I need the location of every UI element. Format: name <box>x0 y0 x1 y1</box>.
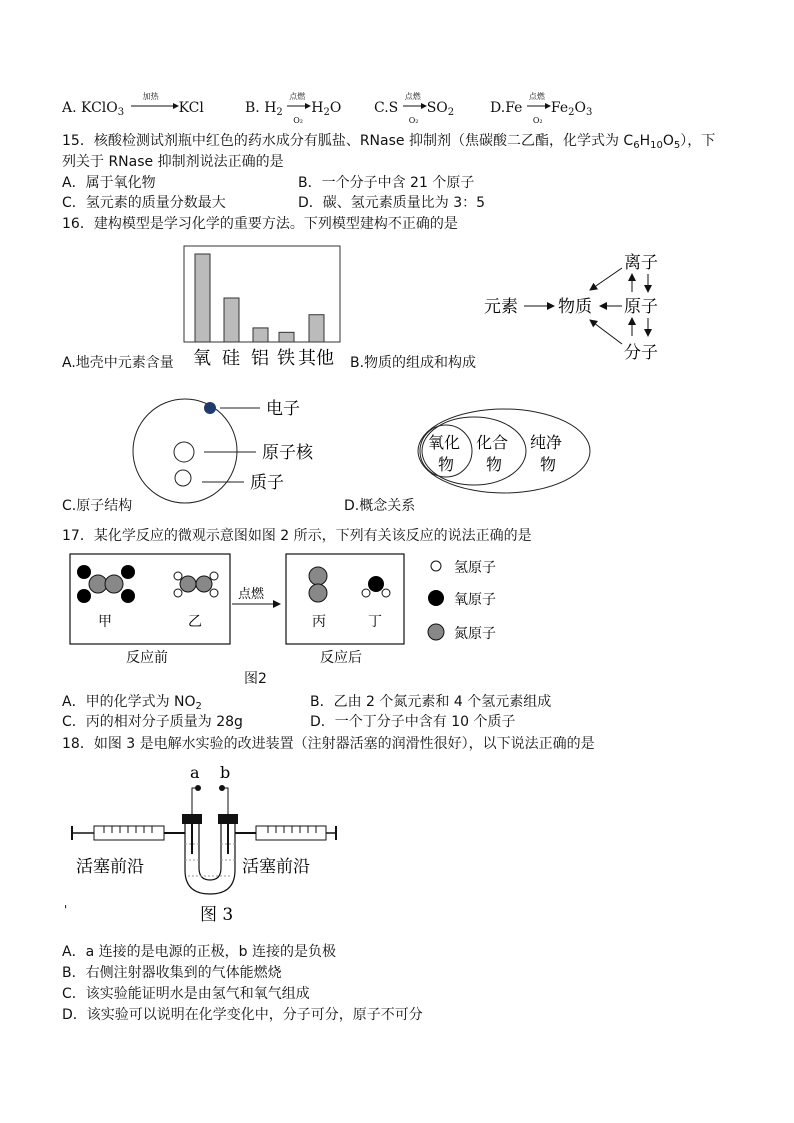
reaction-micro-diagram <box>66 550 516 672</box>
bar-1 <box>224 298 239 342</box>
svg-text:物: 物 <box>540 455 557 474</box>
q14-option-d: D.Fe 点燃 O₂ $Fe_2O_3$ <box>490 92 593 125</box>
svg-text:甲: 甲 <box>98 614 112 630</box>
svg-text:丙: 丙 <box>312 614 326 630</box>
label-substance: 物质 <box>558 297 592 317</box>
q16-stem: 16．建构模型是学习化学的重要方法。下列模型建构不正确的是 <box>62 216 458 232</box>
q17-stem: 17．某化学反应的微观示意图如图 2 所示，下列有关该反应的说法正确的是 <box>62 528 532 544</box>
q15-option-b: B．一个分子中含 21 个原子 <box>298 175 475 191</box>
label-atom: 原子 <box>624 297 658 317</box>
svg-text:a: a <box>190 763 200 782</box>
svg-text:反应后: 反应后 <box>320 650 362 666</box>
svg-text:点燃: 点燃 <box>238 587 265 602</box>
electron-dot <box>204 402 216 414</box>
svg-text:': ' <box>64 903 68 917</box>
q17-option-a: A．甲的化学式为 $NO_2$ <box>62 694 202 712</box>
label-molecule: 分子 <box>624 343 658 363</box>
svg-text:化合: 化合 <box>476 433 509 452</box>
q15-option-d: D．碳、氢元素质量比为 3：5 <box>298 195 486 211</box>
svg-text:反应前: 反应前 <box>126 650 168 666</box>
svg-text:丁: 丁 <box>368 614 382 630</box>
bar-label-4: 其他 <box>298 348 334 369</box>
q16-caption-b: B.物质的组成和构成 <box>350 355 477 371</box>
q18-option-c: C．该实验能证明水是由氢气和氧气组成 <box>62 986 310 1002</box>
svg-text:氢原子: 氢原子 <box>454 560 496 576</box>
q15-stem-line2: 列关于 RNase 抑制剂说法正确的是 <box>62 154 284 170</box>
q15-option-a: A．属于氧化物 <box>62 175 156 191</box>
bar-4 <box>309 315 324 342</box>
svg-text:氧原子: 氧原子 <box>454 592 496 608</box>
bar-label-2: 铝 <box>251 348 269 369</box>
q18-option-d: D．该实验可以说明在化学变化中，分子可分，原子不可分 <box>62 1007 423 1023</box>
q15-option-c: C．氢元素的质量分数最大 <box>62 195 226 211</box>
q14-option-b: B. $H_2$ 点燃 O₂ $H_2O$ <box>245 92 342 125</box>
q18-option-b: B．右侧注射器收集到的气体能燃烧 <box>62 965 282 981</box>
q15-stem-line1: 15．核酸检测试剂瓶中红色的药水成分有胍盐、RNase 抑制剂（焦碳酸二乙酯，化学式为 $C_6H_{10}O_5$），下 <box>62 133 716 151</box>
q16-caption-a: A.地壳中元素含量 <box>62 355 174 371</box>
bar-2 <box>253 328 268 342</box>
atom-structure-diagram <box>130 396 330 508</box>
bar-0 <box>195 254 210 342</box>
svg-text:乙: 乙 <box>188 614 202 630</box>
svg-text:物: 物 <box>486 455 503 474</box>
fig2-label: 图2 <box>244 671 267 687</box>
nucleus-circle <box>174 442 194 462</box>
svg-text:活塞前沿: 活塞前沿 <box>76 857 144 877</box>
electrolysis-apparatus-diagram <box>64 762 354 927</box>
concept-relation-diagram <box>414 406 594 496</box>
substance-composition-diagram <box>480 246 680 366</box>
q17-option-c: C．丙的相对分子质量为 28g <box>62 714 243 730</box>
q16-caption-c: C.原子结构 <box>62 498 133 514</box>
bar-label-1: 硅 <box>222 348 240 369</box>
q14-option-a: A. KClO$_3$ 加热 KCl <box>62 92 204 118</box>
label-element: 元素 <box>484 297 518 317</box>
svg-text:纯净: 纯净 <box>530 433 563 452</box>
bar-3 <box>279 332 294 342</box>
bar-label-3: 铁 <box>277 348 295 369</box>
svg-text:氮原子: 氮原子 <box>454 626 496 642</box>
svg-text:b: b <box>220 763 231 782</box>
svg-text:活塞前沿: 活塞前沿 <box>242 857 310 877</box>
label-electron: 电子 <box>266 399 300 419</box>
svg-text:物: 物 <box>438 455 455 474</box>
q18-stem: 18．如图 3 是电解水实验的改进装置（注射器活塞的润滑性很好），以下说法正确的是 <box>62 736 595 752</box>
q18-option-a: A．a 连接的是电源的正极，b 连接的是负极 <box>62 944 336 960</box>
q17-option-b: B．乙由 2 个氮元素和 4 个氢元素组成 <box>310 694 552 710</box>
label-ion: 离子 <box>624 253 658 273</box>
q14-option-c: C.S 点燃 O₂ $SO_2$ <box>374 92 455 125</box>
svg-text:图 3: 图 3 <box>200 905 234 925</box>
label-proton: 质子 <box>250 473 284 493</box>
q17-option-d: D．一个丁分子中含有 10 个质子 <box>310 714 516 730</box>
proton-circle <box>175 470 191 486</box>
q16-caption-d: D.概念关系 <box>344 498 416 514</box>
bar-label-0: 氧 <box>193 348 211 369</box>
svg-text:氧化: 氧化 <box>428 433 461 452</box>
label-nucleus: 原子核 <box>262 443 313 463</box>
crust-element-chart <box>180 244 350 374</box>
